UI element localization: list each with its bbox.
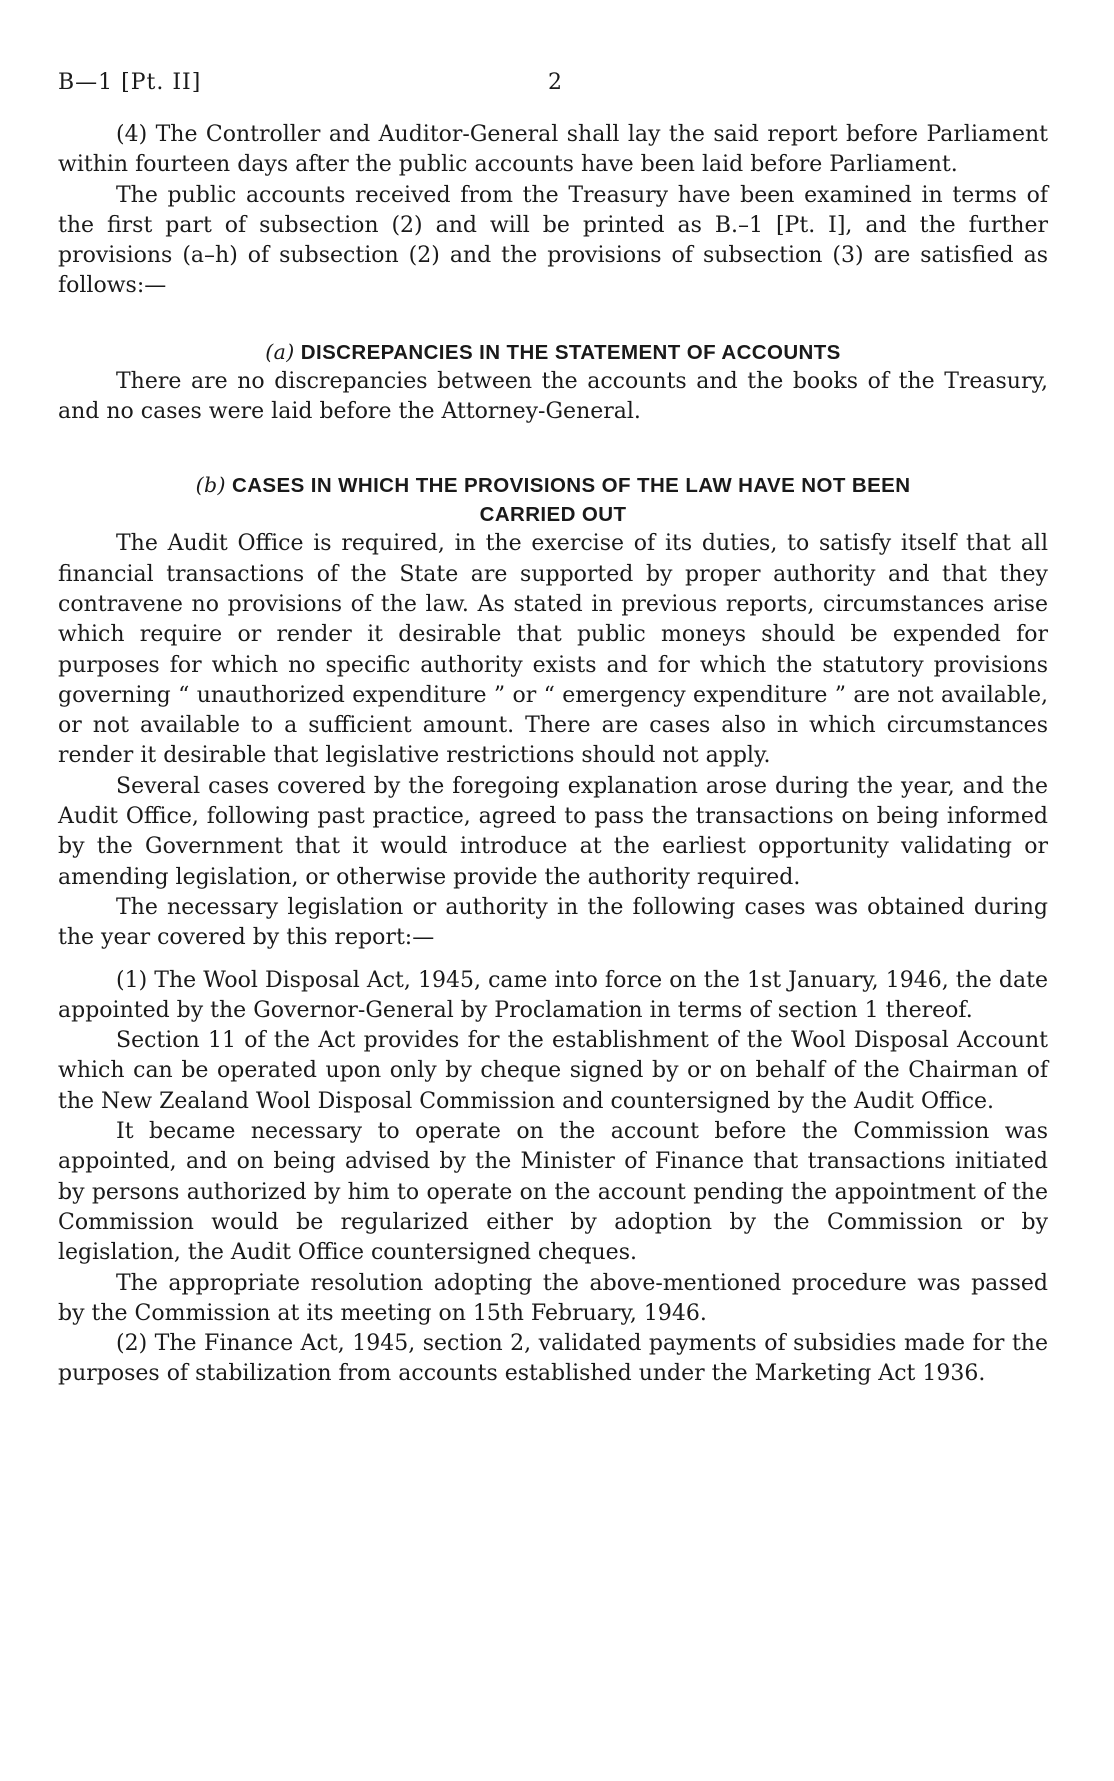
item-1-paragraph-4: The appropriate resolution adopting the above-mentioned procedure was passed by the Commission at its meeting on 15th February, 1946.	[58, 1270, 1048, 1326]
section-b-paragraph-2: Several cases covered by the foregoing explanation arose during the year, and the Audit Office, following past practice, agreed to pass the transactions on being informed by the Government that it would introduce at the earliest opportunity validating or amending legislation, or otherwise provide the authority required.	[58, 773, 1048, 890]
section-a-title: DISCREPANCIES IN THE STATEMENT OF ACCOUNTS	[300, 340, 841, 364]
section-b-paragraph-3: The necessary legislation or authority in the following cases was obtained during the year covered by this report:—	[58, 894, 1048, 951]
intro-paragraph-1: (4) The Controller and Auditor-General shall lay the said report before Parliament within fourteen days after the public accounts have been laid before Parliament.	[58, 122, 1048, 178]
item-2-paragraph-1: (2) The Finance Act, 1945, section 2, validated payments of subsidies made for the purposes of stabilization from accounts established under the Marketing Act 1936.	[58, 1331, 1048, 1387]
item-1-paragraph-2: Section 11 of the Act provides for the establishment of the Wool Disposal Account which can be operated upon only by cheque signed by or on behalf of the Chairman of the New Zealand Wool Disposal Commission and countersigned by the Audit Office.	[58, 1028, 1048, 1114]
section-b-heading	[58, 471, 1048, 529]
intro-paragraph-2: The public accounts received from the Treasury have been examined in terms of the first part of subsection (2) and will be printed as B.–1 [Pt. I], and the further provisions (a–h) of subsection (2) and the provisions of subsection (3) are satisfied as follows:—	[58, 182, 1048, 299]
section-a-paragraph-1: There are no discrepancies between the accounts and the books of the Treasury, and no cases were laid before the Attorney-General.	[58, 368, 1048, 425]
section-b-paragraph-1: The Audit Office is required, in the exercise of its duties, to satisfy itself that all financial transactions of the State are supported by proper authority and that they contravene no provisions of the law. As stated in previous reports, circumstances arise which require or render it desirable that public moneys should be expended for purposes for which no specific authority exists and for which the statutory provisions governing “ unauthorized expenditure ” or “ emergency expenditure ” are not available, or not available to a sufficient amount. There are cases also in which circumstances render it desirable that legislative restrictions should not apply.	[58, 531, 1048, 769]
section-b-label: (b)	[195, 473, 226, 498]
section-a-heading	[58, 338, 1048, 367]
spacer	[58, 954, 1048, 966]
section-b-title-line-2: CARRIED OUT	[479, 503, 627, 527]
item-1-paragraph-3: It became necessary to operate on the account before the Commission was appointed, and on being advised by the Minister of Finance that transactions initiated by persons authorized by him to operate on the account pending the appointment of the Commission would be regularized either by adoption by the Commission or by legislation, the Audit Office countersigned cheques.	[58, 1119, 1048, 1266]
section-a-label: (a)	[265, 339, 295, 364]
item-1-paragraph-1: (1) The Wool Disposal Act, 1945, came into force on the 1st January, 1946, the date appointed by the Governor-General by Proclamation in terms of section 1 thereof.	[58, 967, 1048, 1023]
document-page	[58, 70, 1048, 1390]
section-b-title-line-1: CASES IN WHICH THE PROVISIONS OF THE LAW HAVE NOT BEEN	[232, 474, 911, 498]
page-header	[58, 70, 1048, 110]
document-code: B—1 [Pt. II]	[58, 70, 202, 95]
page-number: 2	[548, 70, 563, 95]
